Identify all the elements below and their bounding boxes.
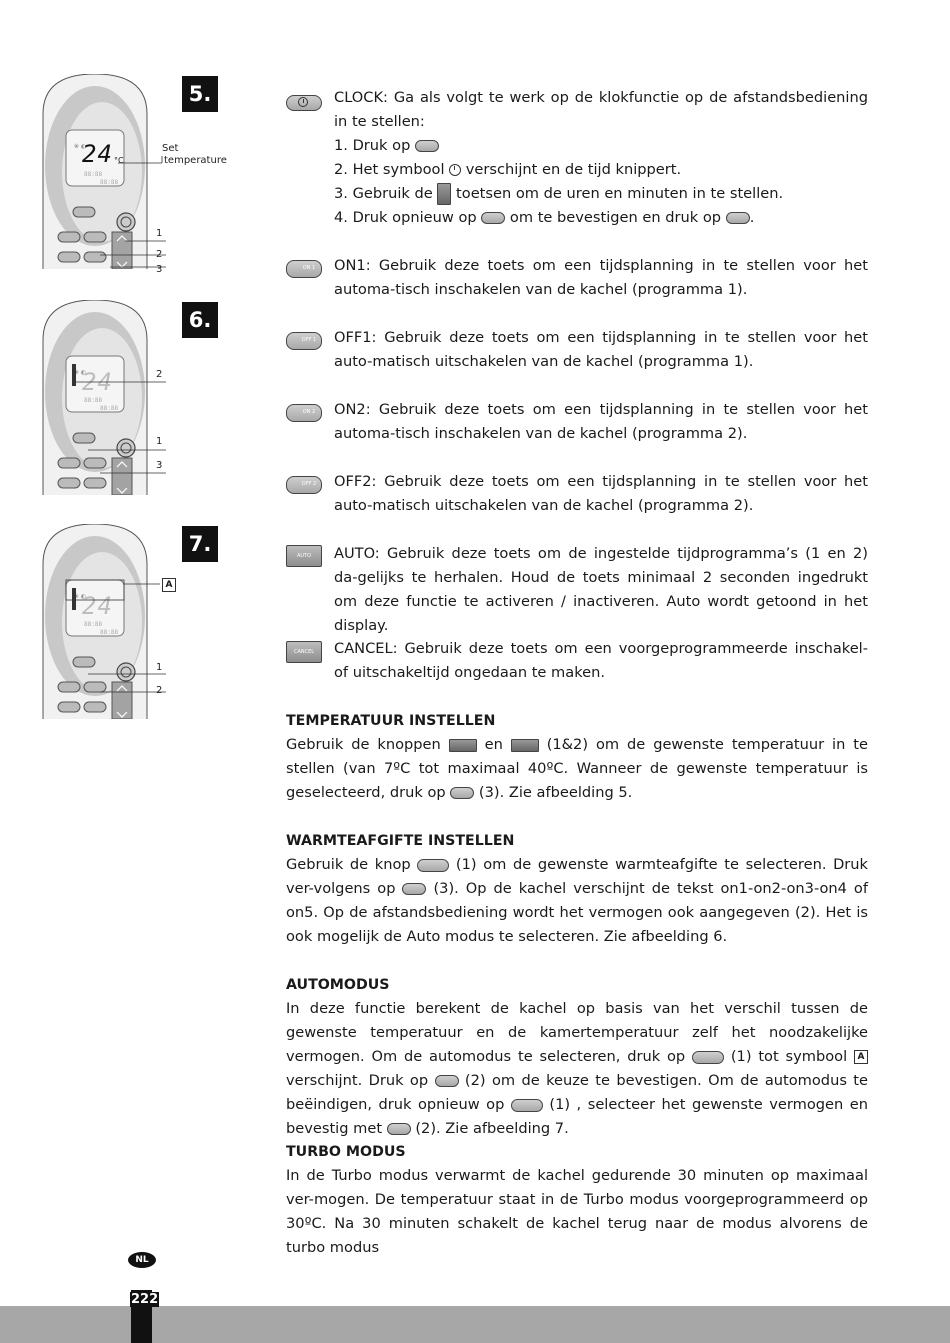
on2-button-icon: ON 2 [286, 404, 322, 422]
section-temperature: TEMPERATUUR INSTELLEN Gebruik de knoppen en (1&2) om de gewenste temperatuur in te stellen (van 7ºC tot maximaal 40ºC. Wanneer de gewenste temperatuur is geselecteerd, druk op (3). Zie afbeelding 5. [286, 709, 868, 805]
auto-button-icon: AUTO [286, 545, 322, 567]
figure-5 [40, 74, 227, 275]
up-button-icon [449, 739, 477, 752]
callout-temperature: temperature [164, 155, 227, 166]
entry-off2 [286, 470, 868, 514]
cancel-description: CANCEL: Gebruik deze toets om een voorgeprogrammeerde inschakel- of uitschakeltijd ongedaan te maken. [334, 640, 868, 681]
section-title: TURBO MODUS [286, 1144, 406, 1160]
clock-step-4: 4. Druk opnieuw op om te bevestigen en druk op . [334, 209, 755, 226]
figure-6 [40, 300, 212, 495]
section-automodus: AUTOMODUS In deze functie berekent de kachel op basis van het verschil tussen de gewenste temperatuur en de kamertemperatuur zelf het noodzakelijke vermogen. Om de automodus te selecteren, druk op (1) tot symbool A verschijnt. Druk op (2) om de keuze te bevestigen. Om de automodus te beëindigen, druk opnieuw op (1) , selecteer het gewenste vermogen en bevestig met (2). Zie afbeelding 7. [286, 973, 868, 1141]
section-warmteafgifte: WARMTEAFGIFTE INSTELLEN Gebruik de knop (1) om de gewenste warmteafgifte te selecteren. Druk ver-volgens op (3). Op de kachel verschijnt de tekst on1-on2-on3-on4 of on5. Op de afstandsbediening wordt het vermogen ook aangegeven (2). Het is ook mogelijk de Auto modus te selecteren. Zie afbeelding 6. [286, 829, 868, 949]
callout-1: 1 [156, 436, 163, 447]
section-title: WARMTEAFGIFTE INSTELLEN [286, 833, 515, 849]
clock-step-3: 3. Gebruik de toetsen om de uren en minuten in te stellen. [334, 182, 868, 206]
lcd-unit: °C [114, 156, 124, 165]
send-button-icon [387, 1123, 411, 1135]
page-number: 222 [131, 1292, 159, 1307]
entry-auto [286, 542, 868, 634]
callout-set: Set [162, 143, 179, 154]
clock-button-icon [481, 212, 505, 224]
off1-button-icon: OFF 1 [286, 332, 322, 350]
callout-2: 2 [156, 685, 163, 696]
section-title: AUTOMODUS [286, 977, 390, 993]
figure-number: 5. [182, 76, 218, 112]
entry-on1 [286, 254, 868, 298]
off2-button-icon: OFF 2 [286, 476, 322, 494]
callout-lines [40, 74, 170, 274]
clock-symbol-icon [449, 164, 461, 176]
send-button-icon [402, 883, 426, 895]
entry-cancel [286, 637, 868, 681]
up-down-buttons-icon [437, 183, 451, 205]
section-title: TEMPERATUUR INSTELLEN [286, 713, 496, 729]
entry-clock [286, 86, 868, 226]
figure-7 [40, 524, 212, 719]
callout-lines [40, 524, 170, 719]
entry-on2 [286, 398, 868, 442]
on1-button-icon: ON 1 [286, 260, 322, 278]
on1-description: ON1: Gebruik deze toets om een tijdsplanning in te stellen voor het automa-tisch inschakelen van de kachel (programma 1). [334, 257, 868, 298]
clock-button-icon [286, 95, 322, 111]
send-button-icon [435, 1075, 459, 1087]
figure-number: 7. [182, 526, 218, 562]
lcd-temperature: 24 [82, 592, 113, 620]
fan-button-icon [417, 859, 449, 872]
down-button-icon [511, 739, 539, 752]
fan-button-icon [692, 1051, 724, 1064]
send-button-icon [726, 212, 750, 224]
clock-button-icon [415, 140, 439, 152]
entry-off1 [286, 326, 868, 370]
auto-symbol-icon: A [162, 578, 176, 592]
cancel-button-icon: CANCEL [286, 641, 322, 663]
fan-button-icon [511, 1099, 543, 1112]
section-turbo: TURBO MODUS In de Turbo modus verwarmt de kachel gedurende 30 minuten op maximaal ver-mogen. De temperatuur staat in de Turbo modus voorgeprogrammeerd op 30ºC. Na 30 minuten schakelt de kachel terug naar de modus alvorens de turbo modus [286, 1140, 868, 1260]
lcd-temperature: 24 [82, 368, 113, 396]
off1-description: OFF1: Gebruik deze toets om een tijdsplanning in te stellen voor het auto-matisch uitschakelen van de kachel (programma 1). [334, 329, 868, 370]
on2-description: ON2: Gebruik deze toets om een tijdsplanning in te stellen voor het automa-tisch inschakelen van de kachel (programma 2). [334, 401, 868, 442]
callout-2: 2 [156, 369, 163, 380]
clock-step-1: 1. Druk op [334, 134, 868, 158]
callout-3: 3 [156, 460, 163, 471]
language-badge: NL [128, 1252, 156, 1268]
callout-2: 2 [156, 249, 163, 260]
callout-3: 3 [156, 264, 163, 275]
clock-intro: CLOCK: Ga als volgt te werk op de klokfunctie op de afstandsbediening in te stellen: [334, 89, 868, 130]
send-button-icon [450, 787, 474, 799]
callout-1: 1 [156, 662, 163, 673]
figure-number: 6. [182, 302, 218, 338]
auto-symbol-icon: A [854, 1050, 868, 1064]
callout-lines [40, 300, 170, 495]
lcd-temperature: 24 [82, 140, 113, 168]
auto-description: AUTO: Gebruik deze toets om de ingestelde tijdprogramma’s (1 en 2) da-gelijks te herhalen. Houd de toets minimaal 2 seconden ingedrukt om deze functie te activeren / inactiveren. Auto wordt getoond in het display. [334, 545, 868, 634]
callout-1: 1 [156, 228, 163, 239]
clock-step-2: 2. Het symbool verschijnt en de tijd knippert. [334, 161, 682, 178]
off2-description: OFF2: Gebruik deze toets om een tijdsplanning in te stellen voor het auto-matisch uitschakelen van de kachel (programma 2). [334, 473, 868, 514]
